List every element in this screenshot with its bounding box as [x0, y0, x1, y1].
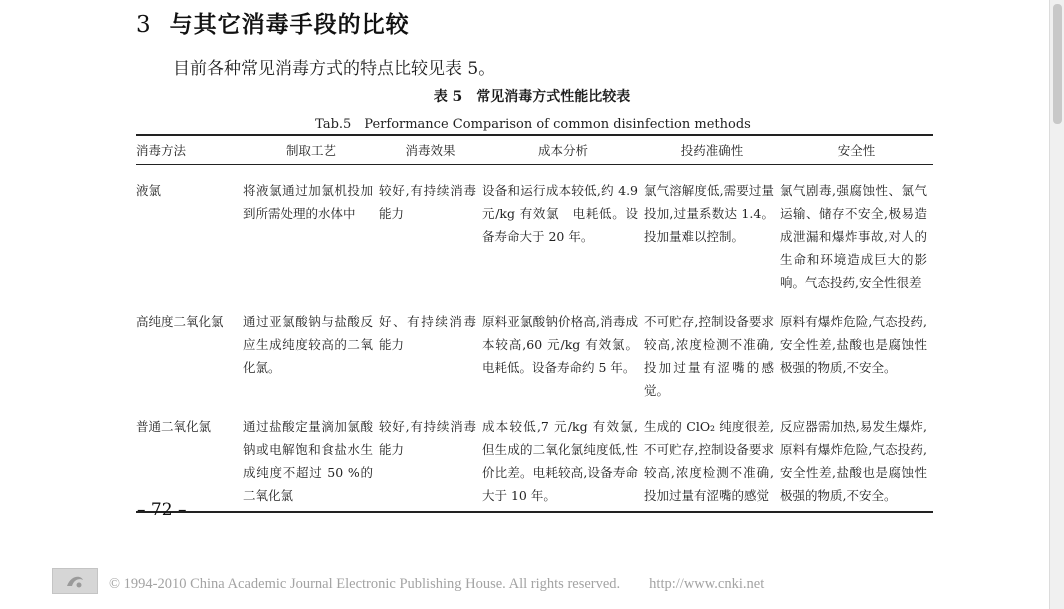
table-row: [136, 415, 933, 512]
cell-process: 将液氯通过加氯机投加到所需处理的水体中: [243, 183, 373, 221]
cell-cost: 原料亚氯酸钠价格高,消毒成本较高,60 元/kg 有效氯。电耗低。设备寿命约 5 年。: [482, 313, 638, 375]
scrollbar-thumb[interactable]: [1053, 4, 1062, 124]
table-caption-english: Tab.5 Performance Comparison of common disinfection methods: [315, 117, 751, 132]
header-method: 消毒方法: [136, 142, 187, 158]
cell-accuracy: 氯气溶解度低,需要过量投加,过量系数达 1.4。投加量难以控制。: [644, 183, 774, 244]
cell-effect: 好、有持续消毒能力: [379, 313, 476, 352]
cnki-logo-icon: [52, 568, 98, 594]
table-row: [136, 165, 933, 310]
cell-safety: 氯气剧毒,强腐蚀性、氯气运输、储存不安全,极易造成泄漏和爆炸事故,对人的生命和环境造成巨大的影响。气态投药,安全性很差: [780, 183, 927, 290]
table-header-row: [136, 135, 933, 165]
section-heading: [136, 6, 410, 39]
cell-accuracy: 生成的 ClO₂ 纯度很差,不可贮存,控制设备要求较高,浓度检测不准确,投加过量有涩嘴的感觉: [644, 418, 774, 503]
cell-safety: 原料有爆炸危险,气态投药,安全性差,盐酸也是腐蚀性极强的物质,不安全。: [780, 313, 927, 375]
cell-safety: 反应器需加热,易发生爆炸,原料有爆炸危险,气态投药,安全性差,盐酸也是腐蚀性极强的物质,不安全。: [780, 418, 927, 503]
intro-paragraph: 目前各种常见消毒方式的特点比较见表 5。: [173, 59, 496, 79]
section-title: 与其它消毒手段的比较: [169, 11, 410, 38]
cell-cost: 成本较低,7 元/kg 有效氯,但生成的二氧化氯纯度低,性价比差。电耗较高,设备寿命大于 10 年。: [482, 418, 638, 503]
header-effect: 消毒效果: [405, 142, 456, 158]
cell-process: 通过盐酸定量滴加氯酸钠或电解饱和食盐水生成纯度不超过 50 %的二氧化氯: [243, 418, 373, 503]
cell-effect: 较好,有持续消毒能力: [379, 418, 476, 457]
table-row: [136, 310, 933, 415]
cell-method: 普通二氧化氯: [136, 418, 212, 434]
table-caption-chinese: 表 5 常见消毒方式性能比较表: [433, 89, 631, 105]
cell-process: 通过亚氯酸钠与盐酸反应生成纯度较高的二氧化氯。: [243, 313, 373, 375]
copyright-text: © 1994-2010 China Academic Journal Electronic Publishing House. All rights reserved. http://www.cnki.net: [109, 576, 765, 592]
cell-method: 液氯: [136, 183, 162, 198]
header-accuracy: 投药准确性: [680, 142, 744, 158]
cell-effect: 较好,有持续消毒能力: [379, 183, 476, 221]
section-number: 3: [136, 12, 152, 38]
page-number: – 72 –: [137, 500, 187, 520]
comparison-table: [136, 134, 933, 513]
cell-method: 高纯度二氧化氯: [136, 313, 224, 329]
header-cost: 成本分析: [537, 142, 588, 158]
cell-accuracy: 不可贮存,控制设备要求较高,浓度检测不准确,投加过量有涩嘴的感觉。: [644, 313, 774, 398]
header-safety: 安全性: [837, 142, 876, 158]
copyright-footer: [52, 566, 852, 596]
cell-cost: 设备和运行成本较低,约 4.9 元/kg 有效氯 电耗低。设备寿命大于 20 年。: [482, 183, 638, 244]
header-process: 制取工艺: [285, 142, 336, 158]
